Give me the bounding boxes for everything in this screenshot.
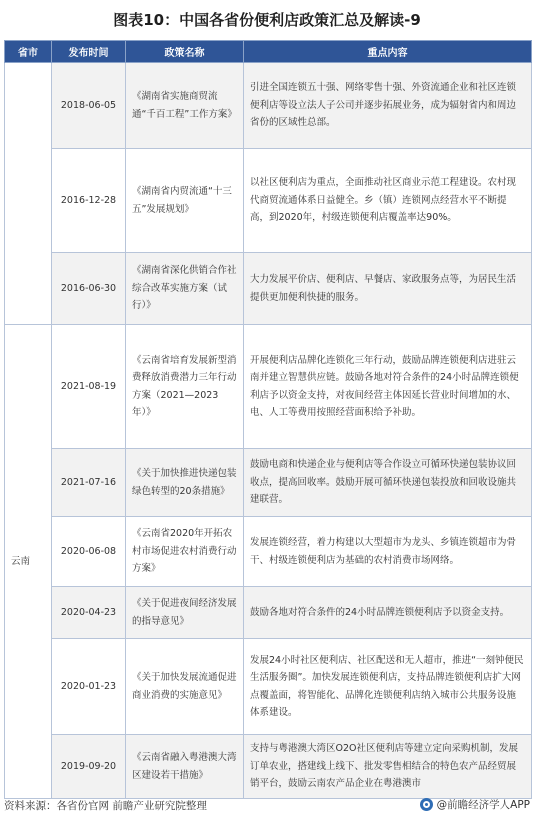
footer xyxy=(0,792,534,822)
table-row xyxy=(5,149,532,253)
policy-table xyxy=(4,40,532,799)
header-province: 省市 xyxy=(5,41,52,63)
policy-name-cell: 《湖南省深化供销合作社综合改革实施方案（试行）》 xyxy=(126,253,244,325)
date-cell: 2020-01-23 xyxy=(52,639,126,735)
date-cell: 2016-06-30 xyxy=(52,253,126,325)
table-row xyxy=(5,517,532,587)
table-row xyxy=(5,735,532,799)
key-content-cell: 鼓励电商和快递企业与便利店等合作设立可循环快递包装协议回收点，提高回收率。鼓励开展可循环快递包装投放和回收设施共建联营。 xyxy=(244,449,532,517)
date-cell: 2016-12-28 xyxy=(52,149,126,253)
key-content-cell: 支持与粤港澳大湾区O2O社区便利店等建立定向采购机制，发展订单农业，搭建线上线下、批发零售相结合的特色农产品经贸展销平台，鼓励云南农产品企业在粤港澳市 xyxy=(244,735,532,799)
policy-name-cell: 《云南省融入粤港澳大湾区建设若干措施》 xyxy=(126,735,244,799)
province-cell: 云南 xyxy=(5,325,52,799)
policy-name-cell: 《关于加快推进快递包装绿色转型的20条措施》 xyxy=(126,449,244,517)
policy-name-cell: 《湖南省内贸流通“十三五”发展规划》 xyxy=(126,149,244,253)
date-cell: 2020-04-23 xyxy=(52,587,126,639)
brand-mark xyxy=(420,797,530,812)
key-content-cell: 开展便利店品牌化连锁化三年行动，鼓励品牌连锁便利店进驻云南并建立智慧供应链。鼓励各地对符合条件的24小时品牌连锁便利店予以资金支持，对夜间经营主体因延长营业时间增加的水、电、人工等费用按照经营面积给予补助。 xyxy=(244,325,532,449)
brand-label: @前瞻经济学人APP xyxy=(436,799,530,811)
table-row xyxy=(5,639,532,735)
header-date: 发布时间 xyxy=(52,41,126,63)
table-header-row xyxy=(5,41,532,63)
key-content-cell: 发展24小时社区便利店、社区配送和无人超市，推进“一刻钟便民生活服务圈”。加快发展连锁便利店，支持品牌连锁便利店扩大网点覆盖面，将智能化、品牌化连锁便利店纳入城市公共服务设施体系建设。 xyxy=(244,639,532,735)
table-row xyxy=(5,587,532,639)
policy-name-cell: 《云南省2020年开拓农村市场促进农村消费行动方案》 xyxy=(126,517,244,587)
table-row xyxy=(5,63,532,149)
date-cell: 2019-09-20 xyxy=(52,735,126,799)
key-content-cell: 大力发展平价店、便利店、早餐店、家政服务点等，为居民生活提供更加便利快捷的服务。 xyxy=(244,253,532,325)
table-row xyxy=(5,449,532,517)
key-content-cell: 以社区便利店为重点，全面推动社区商业示范工程建设。农村现代商贸流通体系日益健全。乡（镇）连锁网点经营水平不断提高，到2020年，村级连锁便利店覆盖率达90%。 xyxy=(244,149,532,253)
date-cell: 2018-06-05 xyxy=(52,63,126,149)
page-title: 图表10：中国各省份便利店政策汇总及解读-9 xyxy=(113,11,421,29)
brand-logo-icon xyxy=(420,798,433,811)
policy-name-cell: 《云南省培育发展新型消费释放消费潜力三年行动方案（2021—2023年）》 xyxy=(126,325,244,449)
date-cell: 2021-08-19 xyxy=(52,325,126,449)
table-row xyxy=(5,253,532,325)
date-cell: 2020-06-08 xyxy=(52,517,126,587)
key-content-cell: 发展连锁经营，着力构建以大型超市为龙头、乡镇连锁超市为骨干、村级连锁便利店为基础的农村消费市场网络。 xyxy=(244,517,532,587)
policy-name-cell: 《关于加快发展流通促进商业消费的实施意见》 xyxy=(126,639,244,735)
policy-name-cell: 《湖南省实施商贸流通“千百工程”工作方案》 xyxy=(126,63,244,149)
table-row xyxy=(5,325,532,449)
key-content-cell: 鼓励各地对符合条件的24小时品牌连锁便利店予以资金支持。 xyxy=(244,587,532,639)
province-cell xyxy=(5,63,52,325)
header-key-content: 重点内容 xyxy=(244,41,532,63)
date-cell: 2021-07-16 xyxy=(52,449,126,517)
source-note: 资料来源：各省份官网 前瞻产业研究院整理 xyxy=(4,800,207,812)
key-content-cell: 引进全国连锁五十强、网络零售十强、外资流通企业和社区连锁便利店等设立法人子公司并逐步拓展业务，成为辐射省内和周边省份的区域性总部。 xyxy=(244,63,532,149)
policy-name-cell: 《关于促进夜间经济发展的指导意见》 xyxy=(126,587,244,639)
header-policy-name: 政策名称 xyxy=(126,41,244,63)
